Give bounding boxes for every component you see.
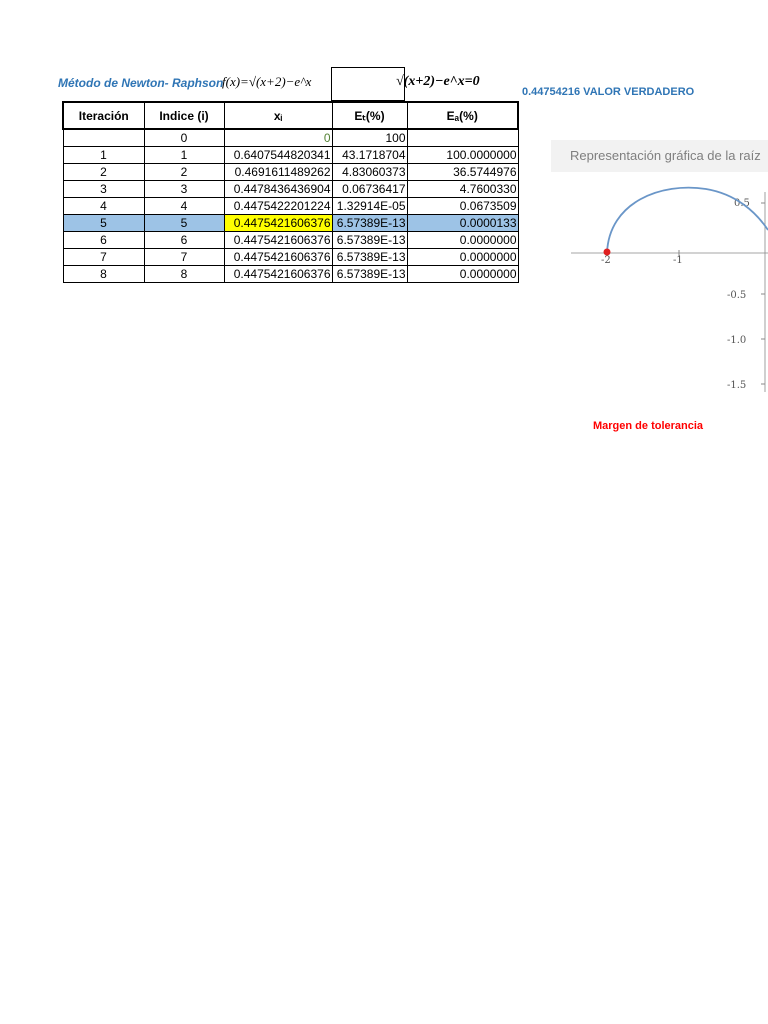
cell-xi[interactable]: 0.4475421606376 (224, 265, 332, 282)
cell-iteration[interactable]: 3 (63, 180, 144, 197)
table-row (63, 163, 518, 180)
method-title: Método de Newton- Raphson (58, 76, 224, 90)
column-header-et: Eₜ(%) (332, 102, 407, 129)
cell-ea[interactable] (407, 129, 518, 146)
cell-index[interactable]: 4 (144, 197, 224, 214)
cell-iteration[interactable]: 8 (63, 265, 144, 282)
tolerance-label: Margen de tolerancia (593, 420, 704, 432)
function-formula: f(x)=√(x+2)−e^x (222, 74, 312, 89)
cell-ea[interactable]: 100.0000000 (407, 146, 518, 163)
cell-xi[interactable]: 0.6407544820341 (224, 146, 332, 163)
x-tick-label-minus-1: -1 (673, 255, 683, 266)
cell-et[interactable]: 6.57389E-13 (332, 265, 407, 282)
true-value-label: 0.44754216 VALOR VERDADERO (522, 86, 695, 98)
cell-et[interactable]: 100 (332, 129, 407, 146)
cell-xi[interactable]: 0 (224, 129, 332, 146)
table-row (63, 129, 518, 146)
cell-iteration[interactable]: 6 (63, 231, 144, 248)
cell-iteration[interactable]: 4 (63, 197, 144, 214)
cell-index[interactable]: 3 (144, 180, 224, 197)
cell-index[interactable]: 8 (144, 265, 224, 282)
root-point-marker (604, 249, 611, 256)
column-header-index: Indice (i) (144, 102, 224, 129)
cell-index[interactable]: 2 (144, 163, 224, 180)
cell-ea[interactable]: 36.5744976 (407, 163, 518, 180)
cell-iteration[interactable]: 5 (63, 214, 144, 231)
table-row (63, 197, 518, 214)
equation-formula: √(x+2)−e^x=0 (396, 74, 480, 89)
cell-index[interactable]: 5 (144, 214, 224, 231)
table-row (63, 146, 518, 163)
table-row (63, 248, 518, 265)
table-row (63, 180, 518, 197)
graph-title: Representación gráfica de la raíz (570, 148, 761, 163)
cell-iteration[interactable]: 2 (63, 163, 144, 180)
table-header-row (63, 102, 518, 129)
cell-xi[interactable]: 0.4475422201224 (224, 197, 332, 214)
cell-ea[interactable]: 0.0673509 (407, 197, 518, 214)
cell-xi[interactable]: 0.4475421606376 (224, 248, 332, 265)
cell-ea[interactable]: 0.0000000 (407, 231, 518, 248)
table-row (63, 214, 518, 231)
cell-iteration[interactable]: 1 (63, 146, 144, 163)
table-body (63, 129, 518, 282)
column-header-ea: Eₐ(%) (407, 102, 518, 129)
cell-iteration[interactable] (63, 129, 144, 146)
cell-iteration[interactable]: 7 (63, 248, 144, 265)
root-graph (551, 172, 768, 402)
column-header-iteration: Iteración (63, 102, 144, 129)
cell-xi[interactable]: 0.4475421606376 (224, 214, 332, 231)
cell-index[interactable]: 0 (144, 129, 224, 146)
cell-ea[interactable]: 0.0000000 (407, 248, 518, 265)
cell-xi[interactable]: 0.4691611489262 (224, 163, 332, 180)
cell-xi[interactable]: 0.4475421606376 (224, 231, 332, 248)
cell-et[interactable]: 1.32914E-05 (332, 197, 407, 214)
cell-ea[interactable]: 0.0000000 (407, 265, 518, 282)
table-row (63, 231, 518, 248)
selected-cell[interactable] (331, 67, 405, 101)
cell-index[interactable]: 6 (144, 231, 224, 248)
cell-et[interactable]: 6.57389E-13 (332, 248, 407, 265)
cell-ea[interactable]: 0.0000133 (407, 214, 518, 231)
cell-et[interactable]: 6.57389E-13 (332, 231, 407, 248)
y-tick-label-0-5: 0.5 (734, 198, 750, 209)
cell-et[interactable]: 0.06736417 (332, 180, 407, 197)
cell-index[interactable]: 1 (144, 146, 224, 163)
column-header-xi: xᵢ (224, 102, 332, 129)
table-row (63, 265, 518, 282)
cell-et[interactable]: 6.57389E-13 (332, 214, 407, 231)
iteration-table (62, 101, 519, 283)
cell-ea[interactable]: 4.7600330 (407, 180, 518, 197)
y-tick-label-minus-1-5: -1.5 (727, 380, 747, 391)
x-tick-label-minus-2: -2 (601, 255, 611, 266)
y-tick-label-minus-0-5: -0.5 (727, 290, 747, 301)
cell-index[interactable]: 7 (144, 248, 224, 265)
cell-et[interactable]: 43.1718704 (332, 146, 407, 163)
y-tick-label-minus-1-0: -1.0 (727, 335, 747, 346)
cell-xi[interactable]: 0.4478436436904 (224, 180, 332, 197)
cell-et[interactable]: 4.83060373 (332, 163, 407, 180)
